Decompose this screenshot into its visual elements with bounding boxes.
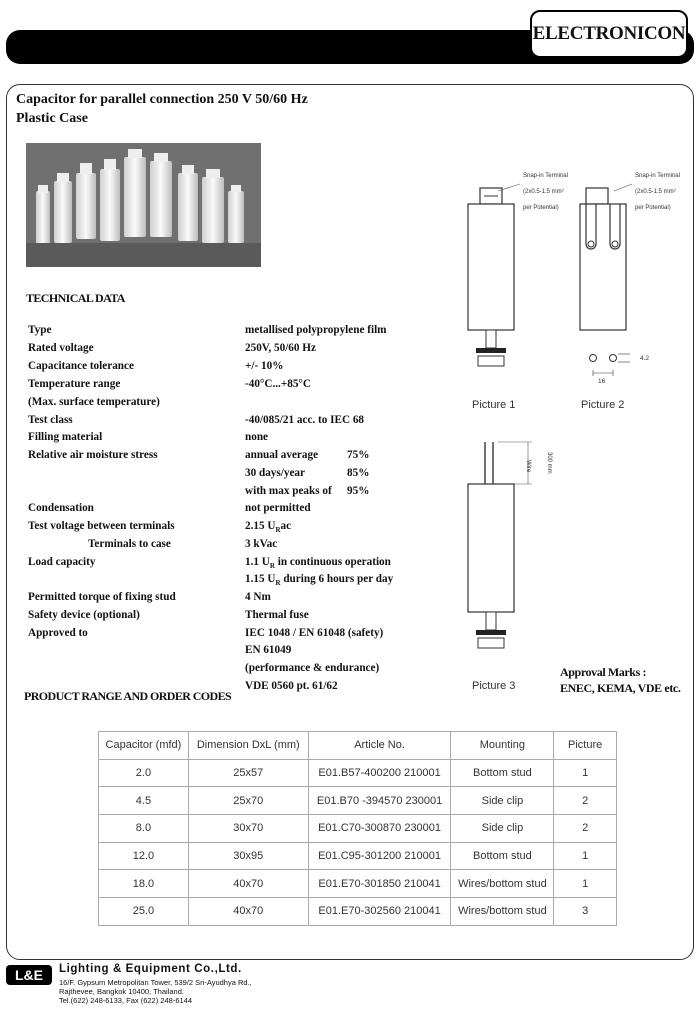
table-cell: 18.0 (99, 870, 189, 898)
spec-value: metallised polypropylene film (245, 324, 387, 336)
table-cell: E01.B57-400200 210001 (308, 759, 451, 787)
table-cell: Side clip (451, 815, 554, 843)
table-cell: Side clip (451, 787, 554, 815)
table-cell: 12.0 (99, 842, 189, 870)
company-address-2: Rajthevee, Bangkok 10400, Thailand. (59, 987, 184, 996)
picture-3-label: Picture 3 (472, 680, 516, 692)
table-cell: 2 (554, 815, 617, 843)
column-header: Picture (554, 732, 617, 760)
table-cell: 2 (554, 787, 617, 815)
spec-value: 4 Nm (245, 591, 271, 603)
moisture-value-2: 85% (347, 467, 370, 479)
snapin-label: Snap-in Terminal (635, 173, 680, 179)
company-contact: Tel.(622) 248-6133, Fax (622) 248-6144 (59, 996, 193, 1005)
column-header: Capacitor (mfd) (99, 732, 189, 760)
table-cell: 8.0 (99, 815, 189, 843)
dim-16: 16 (598, 378, 606, 385)
approved-extra: EN 61049 (245, 644, 292, 656)
spec-label: Load capacity (28, 556, 96, 568)
spec-label: Approved to (28, 627, 88, 639)
approval-marks (560, 664, 680, 696)
spec-label: Test voltage between terminals (28, 520, 175, 532)
load-capacity-1: 1.1 $U_R$ in continuous operation (245, 556, 391, 571)
moisture-value-3: 95% (347, 485, 370, 497)
spec-label: Terminals to case (88, 538, 171, 550)
table-row (99, 870, 617, 898)
table-header-row (99, 732, 617, 760)
approved-extra: (performance & endurance) (245, 662, 380, 674)
approval-marks-title: Approval Marks : (560, 665, 647, 679)
spec-label: Condensation (28, 502, 94, 514)
table-row (99, 787, 617, 815)
snapin-label: Snap-in Terminal (523, 173, 568, 179)
table-cell: Wires/bottom stud (451, 870, 554, 898)
spec-value: none (245, 431, 269, 443)
table-cell: E01.C70-300870 230001 (308, 815, 451, 843)
picture-2-label: Picture 2 (581, 399, 625, 411)
table-cell: 30x70 (188, 815, 308, 843)
spec-value: IEC 1048 / EN 61048 (safety) (245, 627, 384, 639)
product-table (98, 731, 617, 926)
product-photo (26, 143, 261, 267)
table-cell: 3 (554, 898, 617, 926)
table-cell: 25x70 (188, 787, 308, 815)
spec-label: Type (28, 324, 52, 336)
column-header: Dimension DxL (mm) (188, 732, 308, 760)
table-row (99, 898, 617, 926)
picture-1-label: Picture 1 (472, 399, 516, 411)
spec-value: 250V, 50/60 Hz (245, 342, 316, 354)
wire-label: Wire (525, 460, 531, 473)
table-cell: 1 (554, 842, 617, 870)
table-cell: 25.0 (99, 898, 189, 926)
company-logo: L&E (6, 965, 52, 985)
table-cell: E01.B70 -394570 230001 (308, 787, 451, 815)
spec-label: Capacitance tolerance (28, 360, 134, 372)
spec-label: Filling material (28, 431, 103, 443)
spec-label: Rated voltage (28, 342, 94, 354)
approved-extra: VDE 0560 pt. 61/62 (245, 680, 338, 692)
table-cell: 1 (554, 759, 617, 787)
product-range-heading: PRODUCT RANGE AND ORDER CODES (24, 689, 232, 703)
table-cell: E01.E70-302560 210041 (308, 898, 451, 926)
table-cell: Bottom stud (451, 842, 554, 870)
spec-value: 3 kVac (245, 538, 278, 550)
page-title (16, 90, 308, 128)
per-potential-label: per Potential) (523, 205, 559, 211)
wire-size-label: (2x0.5-1.5 mm² (523, 189, 564, 195)
table-cell: E01.C95-301200 210001 (308, 842, 451, 870)
wire-length-label: 300 mm (546, 452, 552, 474)
table-cell: 40x70 (188, 898, 308, 926)
title-line-1: Capacitor for parallel connection 250 V 50/60 Hz (16, 92, 308, 107)
moisture-value-1: 75% (347, 449, 370, 461)
per-potential-label: per Potential) (635, 205, 671, 211)
spec-value: -40°C...+85°C (245, 378, 311, 390)
table-row (99, 842, 617, 870)
spec-value: Thermal fuse (245, 609, 309, 621)
wire-size-label: (2x0.5-1.5 mm² (635, 189, 676, 195)
spec-label: Safety device (optional) (28, 609, 140, 621)
approval-marks-list: ENEC, KEMA, VDE etc. (560, 681, 681, 695)
technical-data-heading: TECHNICAL DATA (26, 291, 125, 305)
table-cell: Wires/bottom stud (451, 898, 554, 926)
column-header: Mounting (451, 732, 554, 760)
column-header: Article No. (308, 732, 451, 760)
test-voltage-value: 2.15 $U_Rac$ (245, 520, 292, 535)
table-cell: 4.5 (99, 787, 189, 815)
dim-4-2: 4.2 (640, 355, 650, 362)
moisture-label-1: annual average (245, 449, 319, 461)
table-cell: 25x57 (188, 759, 308, 787)
table-row (99, 759, 617, 787)
load-capacity-2: 1.15 $U_R$ during 6 hours per day (245, 573, 394, 588)
table-cell: 2.0 (99, 759, 189, 787)
picture-3-diagram (460, 436, 560, 676)
company-address-1: 16/F. Gypsum Metropolitan Tower, 539/2 Sri-Ayudhya Rd., (59, 978, 252, 987)
spec-label: (Max. surface temperature) (28, 396, 160, 408)
table-cell: 40x70 (188, 870, 308, 898)
picture-2-annotation (635, 168, 680, 216)
picture-1-annotation (523, 168, 568, 216)
spec-value: +/- 10% (245, 360, 284, 372)
table-cell: Bottom stud (451, 759, 554, 787)
table-cell: E01.E70-301850 210041 (308, 870, 451, 898)
moisture-label-2: 30 days/year (245, 467, 305, 479)
table-cell: 1 (554, 870, 617, 898)
table-cell: 30x95 (188, 842, 308, 870)
spec-value: -40/085/21 acc. to IEC 68 (245, 414, 365, 426)
company-name: Lighting & Equipment Co.,Ltd. (59, 963, 242, 975)
moisture-label-3: with max peaks of (245, 485, 332, 497)
spec-label: Relative air moisture stress (28, 449, 158, 461)
spec-label: Test class (28, 414, 73, 426)
title-line-2: Plastic Case (16, 111, 88, 126)
spec-value: not permitted (245, 502, 311, 514)
picture-2-diagram (570, 160, 640, 385)
brand-logo: ELECTRONICON (530, 10, 688, 58)
spec-label: Permitted torque of fixing stud (28, 591, 176, 603)
spec-label: Temperature range (28, 378, 121, 390)
table-row (99, 815, 617, 843)
